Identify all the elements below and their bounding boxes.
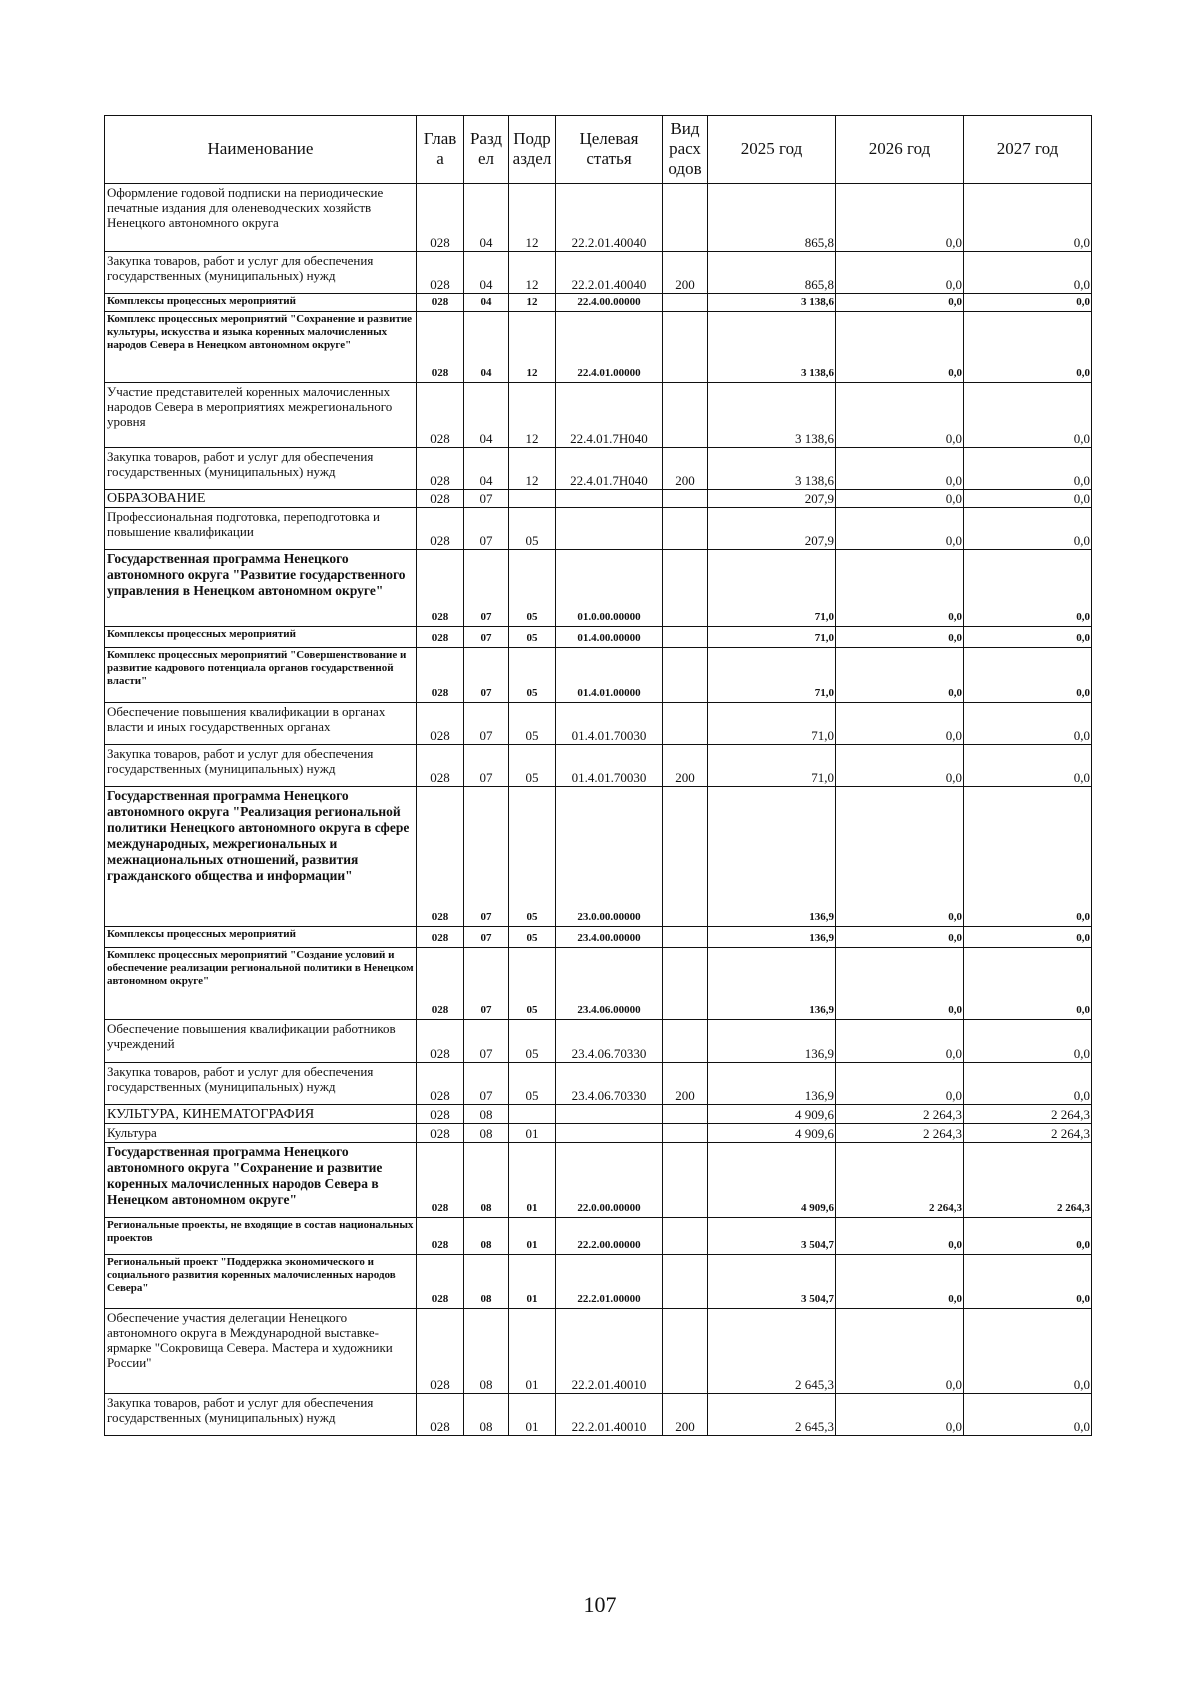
- row-vid: [663, 948, 708, 1020]
- row-2026: 0,0: [836, 294, 964, 312]
- row-article: 22.2.01.40010: [556, 1309, 663, 1394]
- row-2025: 136,9: [708, 927, 836, 948]
- row-name: Закупка товаров, работ и услуг для обеспечения государственных (муниципальных) нужд: [105, 252, 417, 294]
- row-podrazdel: 01: [509, 1143, 556, 1218]
- row-name: Обеспечение повышения квалификации работников учреждений: [105, 1020, 417, 1063]
- row-glava: 028: [417, 508, 464, 550]
- row-2025: 4 909,6: [708, 1143, 836, 1218]
- row-2025: 4 909,6: [708, 1105, 836, 1124]
- row-glava: 028: [417, 927, 464, 948]
- row-vid: [663, 703, 708, 745]
- row-2026: 0,0: [836, 1255, 964, 1309]
- row-razdel: 04: [464, 252, 509, 294]
- row-article: [556, 508, 663, 550]
- row-2026: 0,0: [836, 1020, 964, 1063]
- row-vid: [663, 294, 708, 312]
- table-row: [105, 1143, 1092, 1218]
- header-2027: 2027 год: [964, 116, 1092, 184]
- row-2027: 0,0: [964, 1218, 1092, 1255]
- row-2026: 0,0: [836, 745, 964, 787]
- row-glava: 028: [417, 1218, 464, 1255]
- table-row: [105, 294, 1092, 312]
- row-2026: 0,0: [836, 448, 964, 490]
- row-podrazdel: 05: [509, 745, 556, 787]
- row-vid: [663, 1255, 708, 1309]
- table-row: [105, 1309, 1092, 1394]
- header-razdel: Разд ел: [464, 116, 509, 184]
- row-podrazdel: [509, 490, 556, 508]
- table-row: [105, 383, 1092, 448]
- row-podrazdel: 05: [509, 508, 556, 550]
- row-2025: 136,9: [708, 948, 836, 1020]
- row-vid: [663, 383, 708, 448]
- table-row: [105, 927, 1092, 948]
- row-2026: 0,0: [836, 703, 964, 745]
- row-razdel: 08: [464, 1309, 509, 1394]
- table-row: [105, 1124, 1092, 1143]
- row-2026: 2 264,3: [836, 1105, 964, 1124]
- row-name: Обеспечение повышения квалификации в органах власти и иных государственных органах: [105, 703, 417, 745]
- row-2025: 71,0: [708, 627, 836, 648]
- row-2026: 0,0: [836, 948, 964, 1020]
- table-row: [105, 1105, 1092, 1124]
- row-2026: 0,0: [836, 490, 964, 508]
- row-razdel: 07: [464, 1020, 509, 1063]
- row-article: 01.4.00.00000: [556, 627, 663, 648]
- row-2025: 3 138,6: [708, 294, 836, 312]
- row-vid: [663, 627, 708, 648]
- table-row: [105, 184, 1092, 252]
- row-glava: 028: [417, 627, 464, 648]
- row-podrazdel: 01: [509, 1255, 556, 1309]
- row-razdel: 08: [464, 1105, 509, 1124]
- row-2025: 136,9: [708, 1020, 836, 1063]
- row-2026: 0,0: [836, 383, 964, 448]
- row-razdel: 07: [464, 550, 509, 627]
- row-name: ОБРАЗОВАНИЕ: [105, 490, 417, 508]
- row-glava: 028: [417, 703, 464, 745]
- row-vid: [663, 490, 708, 508]
- row-podrazdel: 12: [509, 294, 556, 312]
- row-article: 22.2.01.40040: [556, 252, 663, 294]
- row-name: Комплекс процессных мероприятий "Сохранение и развитие культуры, искусства и языка коренных малочисленных народов Севера в Ненецком автономном округе": [105, 312, 417, 383]
- row-2027: 0,0: [964, 745, 1092, 787]
- row-2027: 2 264,3: [964, 1124, 1092, 1143]
- row-vid: [663, 1105, 708, 1124]
- row-vid: 200: [663, 1063, 708, 1105]
- row-glava: 028: [417, 448, 464, 490]
- table-row: [105, 1063, 1092, 1105]
- row-2026: 0,0: [836, 1218, 964, 1255]
- row-2027: 0,0: [964, 448, 1092, 490]
- table-row: [105, 787, 1092, 927]
- row-article: [556, 1105, 663, 1124]
- row-2025: 2 645,3: [708, 1394, 836, 1436]
- row-2025: 3 504,7: [708, 1255, 836, 1309]
- row-razdel: 04: [464, 184, 509, 252]
- header-name: Наименование: [105, 116, 417, 184]
- row-razdel: 04: [464, 294, 509, 312]
- row-2027: 0,0: [964, 312, 1092, 383]
- row-vid: [663, 927, 708, 948]
- row-article: 01.4.01.70030: [556, 745, 663, 787]
- row-name: Закупка товаров, работ и услуг для обеспечения государственных (муниципальных) нужд: [105, 1394, 417, 1436]
- row-article: 22.0.00.00000: [556, 1143, 663, 1218]
- row-2025: 3 138,6: [708, 383, 836, 448]
- page-number: 107: [583, 1592, 617, 1617]
- row-article: 23.4.06.00000: [556, 948, 663, 1020]
- row-2025: 207,9: [708, 490, 836, 508]
- row-name: Региональные проекты, не входящие в состав национальных проектов: [105, 1218, 417, 1255]
- row-vid: [663, 508, 708, 550]
- row-2025: 136,9: [708, 787, 836, 927]
- row-razdel: 07: [464, 927, 509, 948]
- row-2027: 0,0: [964, 252, 1092, 294]
- row-razdel: 08: [464, 1124, 509, 1143]
- table-row: [105, 1020, 1092, 1063]
- row-article: 23.4.06.70330: [556, 1020, 663, 1063]
- row-vid: [663, 1020, 708, 1063]
- table-row: [105, 703, 1092, 745]
- row-podrazdel: 05: [509, 927, 556, 948]
- row-vid: [663, 1143, 708, 1218]
- row-name: Оформление годовой подписки на периодические печатные издания для оленеводческих хозяйств Ненецкого автономного округа: [105, 184, 417, 252]
- row-podrazdel: 05: [509, 948, 556, 1020]
- row-glava: 028: [417, 490, 464, 508]
- row-2027: 0,0: [964, 948, 1092, 1020]
- row-2026: 0,0: [836, 627, 964, 648]
- row-name: Региональный проект "Поддержка экономического и социального развития коренных малочисленных народов Севера": [105, 1255, 417, 1309]
- row-vid: [663, 1124, 708, 1143]
- row-name: Комплекс процессных мероприятий "Совершенствование и развитие кадрового потенциала органов государственной власти": [105, 648, 417, 703]
- row-2027: 0,0: [964, 627, 1092, 648]
- row-vid: [663, 312, 708, 383]
- row-podrazdel: 12: [509, 383, 556, 448]
- row-glava: 028: [417, 1309, 464, 1394]
- header-vid: Вид расх одов: [663, 116, 708, 184]
- row-2027: 0,0: [964, 927, 1092, 948]
- row-podrazdel: 01: [509, 1309, 556, 1394]
- row-2026: 0,0: [836, 648, 964, 703]
- row-2025: 2 645,3: [708, 1309, 836, 1394]
- row-razdel: 08: [464, 1255, 509, 1309]
- row-glava: 028: [417, 745, 464, 787]
- row-2026: 2 264,3: [836, 1124, 964, 1143]
- row-name: Профессиональная подготовка, переподготовка и повышение квалификации: [105, 508, 417, 550]
- row-2026: 0,0: [836, 1394, 964, 1436]
- header-2025: 2025 год: [708, 116, 836, 184]
- row-razdel: 07: [464, 648, 509, 703]
- row-2025: 71,0: [708, 550, 836, 627]
- row-podrazdel: 05: [509, 1063, 556, 1105]
- row-2025: 71,0: [708, 703, 836, 745]
- row-razdel: 07: [464, 948, 509, 1020]
- row-name: Комплексы процессных мероприятий: [105, 627, 417, 648]
- row-glava: 028: [417, 1255, 464, 1309]
- row-glava: 028: [417, 1394, 464, 1436]
- row-glava: 028: [417, 252, 464, 294]
- row-podrazdel: 05: [509, 1020, 556, 1063]
- row-name: Обеспечение участия делегации Ненецкого автономного округа в Международной выставке-ярмарке "Сокровища Севера. Мастера и художники России": [105, 1309, 417, 1394]
- row-glava: 028: [417, 787, 464, 927]
- row-podrazdel: 05: [509, 550, 556, 627]
- row-vid: [663, 550, 708, 627]
- row-razdel: 07: [464, 627, 509, 648]
- row-2026: 0,0: [836, 1309, 964, 1394]
- header-glava: Глав а: [417, 116, 464, 184]
- row-2027: 0,0: [964, 787, 1092, 927]
- table-row: [105, 312, 1092, 383]
- row-glava: 028: [417, 294, 464, 312]
- row-name: Закупка товаров, работ и услуг для обеспечения государственных (муниципальных) нужд: [105, 448, 417, 490]
- table-row: [105, 948, 1092, 1020]
- table-row: [105, 1218, 1092, 1255]
- row-podrazdel: 12: [509, 448, 556, 490]
- row-vid: 200: [663, 745, 708, 787]
- row-2025: 3 138,6: [708, 312, 836, 383]
- row-article: 22.4.00.00000: [556, 294, 663, 312]
- row-2026: 2 264,3: [836, 1143, 964, 1218]
- table-row: [105, 627, 1092, 648]
- row-podrazdel: 01: [509, 1124, 556, 1143]
- row-vid: [663, 787, 708, 927]
- row-name: Комплексы процессных мероприятий: [105, 927, 417, 948]
- row-2027: 0,0: [964, 508, 1092, 550]
- row-razdel: 07: [464, 703, 509, 745]
- row-name: Государственная программа Ненецкого автономного округа "Сохранение и развитие коренных малочисленных народов Севера в Ненецком автономном округе": [105, 1143, 417, 1218]
- row-2025: 3 504,7: [708, 1218, 836, 1255]
- row-vid: [663, 184, 708, 252]
- row-glava: 028: [417, 1063, 464, 1105]
- table-body: [105, 184, 1092, 1436]
- row-2026: 0,0: [836, 550, 964, 627]
- row-glava: 028: [417, 1020, 464, 1063]
- row-vid: [663, 1309, 708, 1394]
- row-article: [556, 1124, 663, 1143]
- table-row: [105, 1394, 1092, 1436]
- header-article: Целевая статья: [556, 116, 663, 184]
- row-2025: 207,9: [708, 508, 836, 550]
- table-row: [105, 448, 1092, 490]
- row-podrazdel: [509, 1105, 556, 1124]
- row-2027: 2 264,3: [964, 1105, 1092, 1124]
- row-2027: 0,0: [964, 184, 1092, 252]
- row-razdel: 07: [464, 745, 509, 787]
- row-podrazdel: 05: [509, 648, 556, 703]
- row-2026: 0,0: [836, 787, 964, 927]
- row-vid: 200: [663, 448, 708, 490]
- row-glava: 028: [417, 1143, 464, 1218]
- row-2025: 865,8: [708, 252, 836, 294]
- row-2027: 0,0: [964, 1063, 1092, 1105]
- table-header-row: [105, 116, 1092, 184]
- row-2026: 0,0: [836, 1063, 964, 1105]
- row-2026: 0,0: [836, 252, 964, 294]
- table-row: [105, 490, 1092, 508]
- row-article: 23.0.00.00000: [556, 787, 663, 927]
- row-2025: 3 138,6: [708, 448, 836, 490]
- row-2026: 0,0: [836, 508, 964, 550]
- row-2025: 136,9: [708, 1063, 836, 1105]
- row-article: 23.4.06.70330: [556, 1063, 663, 1105]
- row-2027: 0,0: [964, 703, 1092, 745]
- row-2027: 2 264,3: [964, 1143, 1092, 1218]
- table-row: [105, 252, 1092, 294]
- row-2025: 71,0: [708, 648, 836, 703]
- row-article: 22.2.01.40040: [556, 184, 663, 252]
- row-razdel: 04: [464, 383, 509, 448]
- table-row: [105, 745, 1092, 787]
- row-article: 01.4.01.00000: [556, 648, 663, 703]
- row-razdel: 08: [464, 1143, 509, 1218]
- row-name: Культура: [105, 1124, 417, 1143]
- row-name: КУЛЬТУРА, КИНЕМАТОГРАФИЯ: [105, 1105, 417, 1124]
- row-2027: 0,0: [964, 1394, 1092, 1436]
- row-razdel: 08: [464, 1218, 509, 1255]
- row-podrazdel: 01: [509, 1218, 556, 1255]
- row-article: 01.4.01.70030: [556, 703, 663, 745]
- row-name: Участие представителей коренных малочисленных народов Севера в мероприятиях межрегионального уровня: [105, 383, 417, 448]
- row-2027: 0,0: [964, 550, 1092, 627]
- row-podrazdel: 05: [509, 627, 556, 648]
- row-razdel: 04: [464, 312, 509, 383]
- row-podrazdel: 12: [509, 184, 556, 252]
- row-name: Государственная программа Ненецкого автономного округа "Развитие государственного управления в Ненецком автономном округе": [105, 550, 417, 627]
- row-2025: 71,0: [708, 745, 836, 787]
- row-vid: [663, 648, 708, 703]
- budget-table: [104, 115, 1092, 1436]
- row-glava: 028: [417, 1124, 464, 1143]
- row-2027: 0,0: [964, 383, 1092, 448]
- row-article: [556, 490, 663, 508]
- row-razdel: 07: [464, 1063, 509, 1105]
- row-2027: 0,0: [964, 648, 1092, 703]
- row-2027: 0,0: [964, 294, 1092, 312]
- row-name: Государственная программа Ненецкого автономного округа "Реализация региональной политики Ненецкого автономного округа в сфере международных, межрегиональных и межнациональных отношений, развития гражданского общества и информации": [105, 787, 417, 927]
- row-glava: 028: [417, 550, 464, 627]
- row-article: 23.4.00.00000: [556, 927, 663, 948]
- row-razdel: 04: [464, 448, 509, 490]
- row-article: 22.2.01.00000: [556, 1255, 663, 1309]
- row-glava: 028: [417, 1105, 464, 1124]
- table-row: [105, 648, 1092, 703]
- row-vid: 200: [663, 252, 708, 294]
- header-2026: 2026 год: [836, 116, 964, 184]
- row-podrazdel: 12: [509, 252, 556, 294]
- table-row: [105, 508, 1092, 550]
- row-vid: 200: [663, 1394, 708, 1436]
- row-razdel: 08: [464, 1394, 509, 1436]
- row-podrazdel: 05: [509, 787, 556, 927]
- row-2027: 0,0: [964, 1309, 1092, 1394]
- row-article: 22.2.00.00000: [556, 1218, 663, 1255]
- row-2025: 4 909,6: [708, 1124, 836, 1143]
- row-name: Закупка товаров, работ и услуг для обеспечения государственных (муниципальных) нужд: [105, 745, 417, 787]
- row-razdel: 07: [464, 787, 509, 927]
- row-2027: 0,0: [964, 1020, 1092, 1063]
- row-2027: 0,0: [964, 1255, 1092, 1309]
- row-article: 22.4.01.00000: [556, 312, 663, 383]
- row-name: Комплексы процессных мероприятий: [105, 294, 417, 312]
- row-glava: 028: [417, 648, 464, 703]
- row-glava: 028: [417, 948, 464, 1020]
- row-2026: 0,0: [836, 927, 964, 948]
- row-podrazdel: 12: [509, 312, 556, 383]
- row-podrazdel: 01: [509, 1394, 556, 1436]
- table-row: [105, 550, 1092, 627]
- row-name: Закупка товаров, работ и услуг для обеспечения государственных (муниципальных) нужд: [105, 1063, 417, 1105]
- row-name: Комплекс процессных мероприятий "Создание условий и обеспечение реализации региональной политики в Ненецком автономном округе": [105, 948, 417, 1020]
- row-article: 01.0.00.00000: [556, 550, 663, 627]
- row-article: 22.4.01.7Н040: [556, 383, 663, 448]
- row-podrazdel: 05: [509, 703, 556, 745]
- row-2027: 0,0: [964, 490, 1092, 508]
- header-podrazdel: Подр аздел: [509, 116, 556, 184]
- row-2026: 0,0: [836, 312, 964, 383]
- row-article: 22.2.01.40010: [556, 1394, 663, 1436]
- row-glava: 028: [417, 184, 464, 252]
- row-glava: 028: [417, 312, 464, 383]
- row-glava: 028: [417, 383, 464, 448]
- row-razdel: 07: [464, 490, 509, 508]
- row-article: 22.4.01.7Н040: [556, 448, 663, 490]
- row-2026: 0,0: [836, 184, 964, 252]
- row-razdel: 07: [464, 508, 509, 550]
- row-2025: 865,8: [708, 184, 836, 252]
- row-vid: [663, 1218, 708, 1255]
- table-row: [105, 1255, 1092, 1309]
